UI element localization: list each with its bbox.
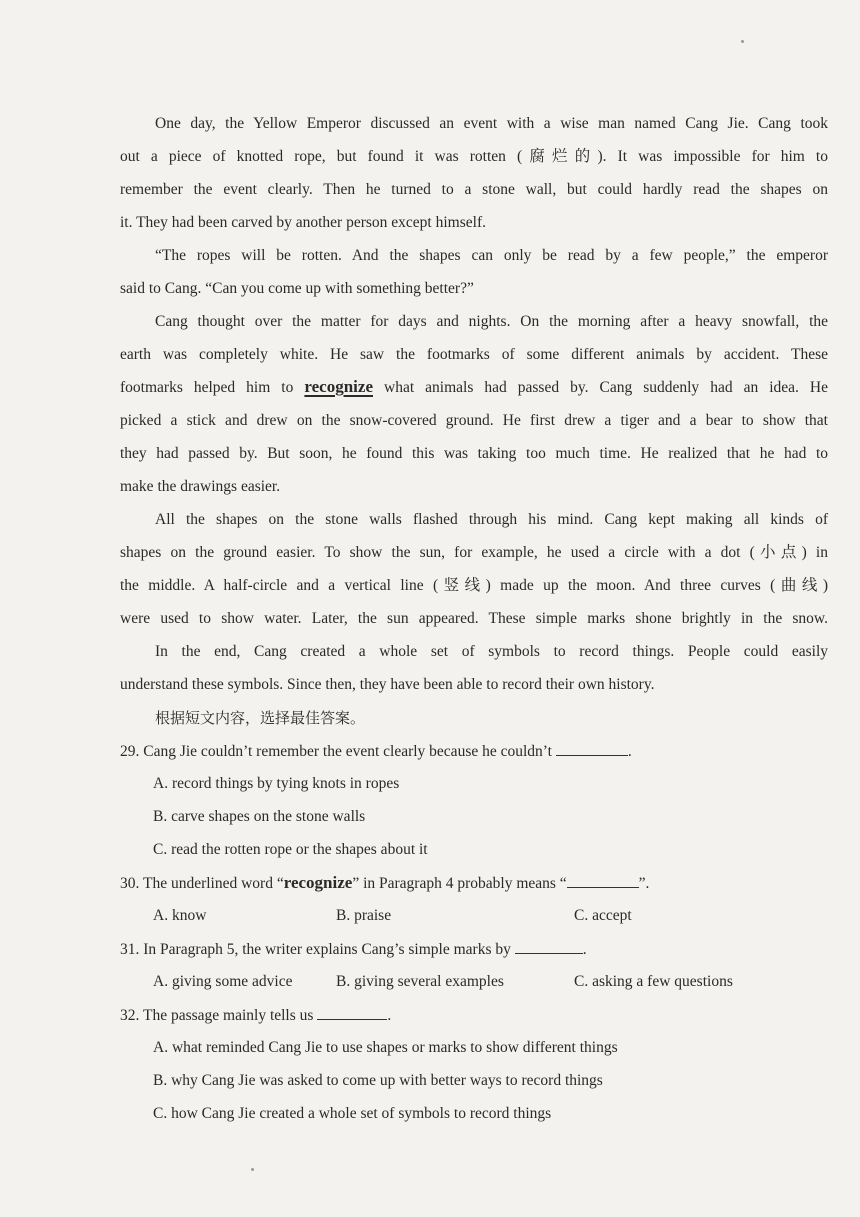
passage-line: shapes on the ground easier. To show the sun, for example, he used a circle with a dot (小点) in — [120, 544, 828, 561]
option-32-a: A. what reminded Cang Jie to use shapes or marks to show different things — [153, 1039, 618, 1056]
answer-blank — [515, 939, 583, 954]
passage-line: make the drawings easier. — [120, 478, 281, 495]
option-29-c: C. read the rotten rope or the shapes about it — [153, 841, 428, 858]
passage-line: said to Cang. “Can you come up with something better?” — [120, 280, 474, 297]
question-stem: 29. Cang Jie couldn’t remember the event clearly because he couldn’t — [120, 743, 552, 760]
passage-line: earth was completely white. He saw the footmarks of some different animals by accident. These — [120, 346, 828, 363]
question-stem: 31. In Paragraph 5, the writer explains Cang’s simple marks by — [120, 941, 511, 958]
answer-blank — [556, 741, 628, 756]
question-stem: ” in Paragraph 4 probably means “ — [352, 875, 567, 892]
option-29-a: A. record things by tying knots in ropes — [153, 775, 400, 792]
question-30 — [120, 873, 649, 894]
passage-line: Cang thought over the matter for days and nights. On the morning after a heavy snowfall, the — [155, 313, 828, 330]
question-end: ”. — [638, 875, 650, 892]
answer-blank — [317, 1005, 387, 1020]
question-end: . — [627, 743, 632, 760]
question-29 — [120, 741, 632, 762]
passage-line: understand these symbols. Since then, they have been able to record their own history. — [120, 676, 655, 693]
passage-line: One day, the Yellow Emperor discussed an event with a wise man named Cang Jie. Cang took — [155, 115, 828, 132]
question-stem: 32. The passage mainly tells us — [120, 1007, 314, 1024]
option-30-c: C. accept — [574, 907, 632, 924]
question-stem: 30. The underlined word “ — [120, 875, 284, 892]
keyword: recognize — [283, 873, 353, 892]
passage-line: In the end, Cang created a whole set of symbols to record things. People could easily — [155, 643, 828, 660]
passage-line: the middle. A half-circle and a vertical line (竖线) made up the moon. And three curves (曲线) — [120, 577, 828, 594]
passage-line: picked a stick and drew on the snow-covered ground. He first drew a tiger and a bear to show that — [120, 412, 828, 429]
option-30-a: A. know — [153, 907, 207, 924]
passage-line-with-keyword — [120, 377, 828, 398]
passage-line: were used to show water. Later, the sun appeared. These simple marks shone brightly in the snow. — [120, 610, 828, 627]
option-31-a: A. giving some advice — [153, 973, 293, 990]
option-29-b: B. carve shapes on the stone walls — [153, 808, 366, 825]
question-32 — [120, 1005, 391, 1026]
option-31-b: B. giving several examples — [336, 973, 504, 990]
passage-line: it. They had been carved by another person except himself. — [120, 214, 486, 231]
option-31-c: C. asking a few questions — [574, 973, 733, 990]
question-end: . — [582, 941, 587, 958]
passage-line: All the shapes on the stone walls flashed through his mind. Cang kept making all kinds of — [155, 511, 828, 528]
option-30-b: B. praise — [336, 907, 392, 924]
scan-speck — [251, 1168, 254, 1171]
passage-line: “The ropes will be rotten. And the shapes can only be read by a few people,” the emperor — [155, 247, 828, 264]
instructions: 根据短文内容，选择最佳答案。 — [155, 709, 366, 727]
question-end: . — [387, 1007, 392, 1024]
passage-text: what animals had passed by. Cang suddenly had an idea. He — [384, 379, 829, 396]
passage-text: footmarks helped him to — [120, 379, 294, 396]
scan-speck — [741, 40, 744, 43]
option-32-b: B. why Cang Jie was asked to come up with better ways to record things — [153, 1072, 603, 1089]
answer-blank — [567, 873, 639, 888]
passage-line: out a piece of knotted rope, but found it was rotten (腐烂的). It was impossible for him to — [120, 148, 828, 165]
passage-line: they had passed by. But soon, he found this was taking too much time. He realized that he had to — [120, 445, 828, 462]
question-31 — [120, 939, 587, 960]
option-32-c: C. how Cang Jie created a whole set of symbols to record things — [153, 1105, 552, 1122]
underlined-keyword: recognize — [304, 377, 373, 396]
passage-line: remember the event clearly. Then he turned to a stone wall, but could hardly read the shapes on — [120, 181, 828, 198]
